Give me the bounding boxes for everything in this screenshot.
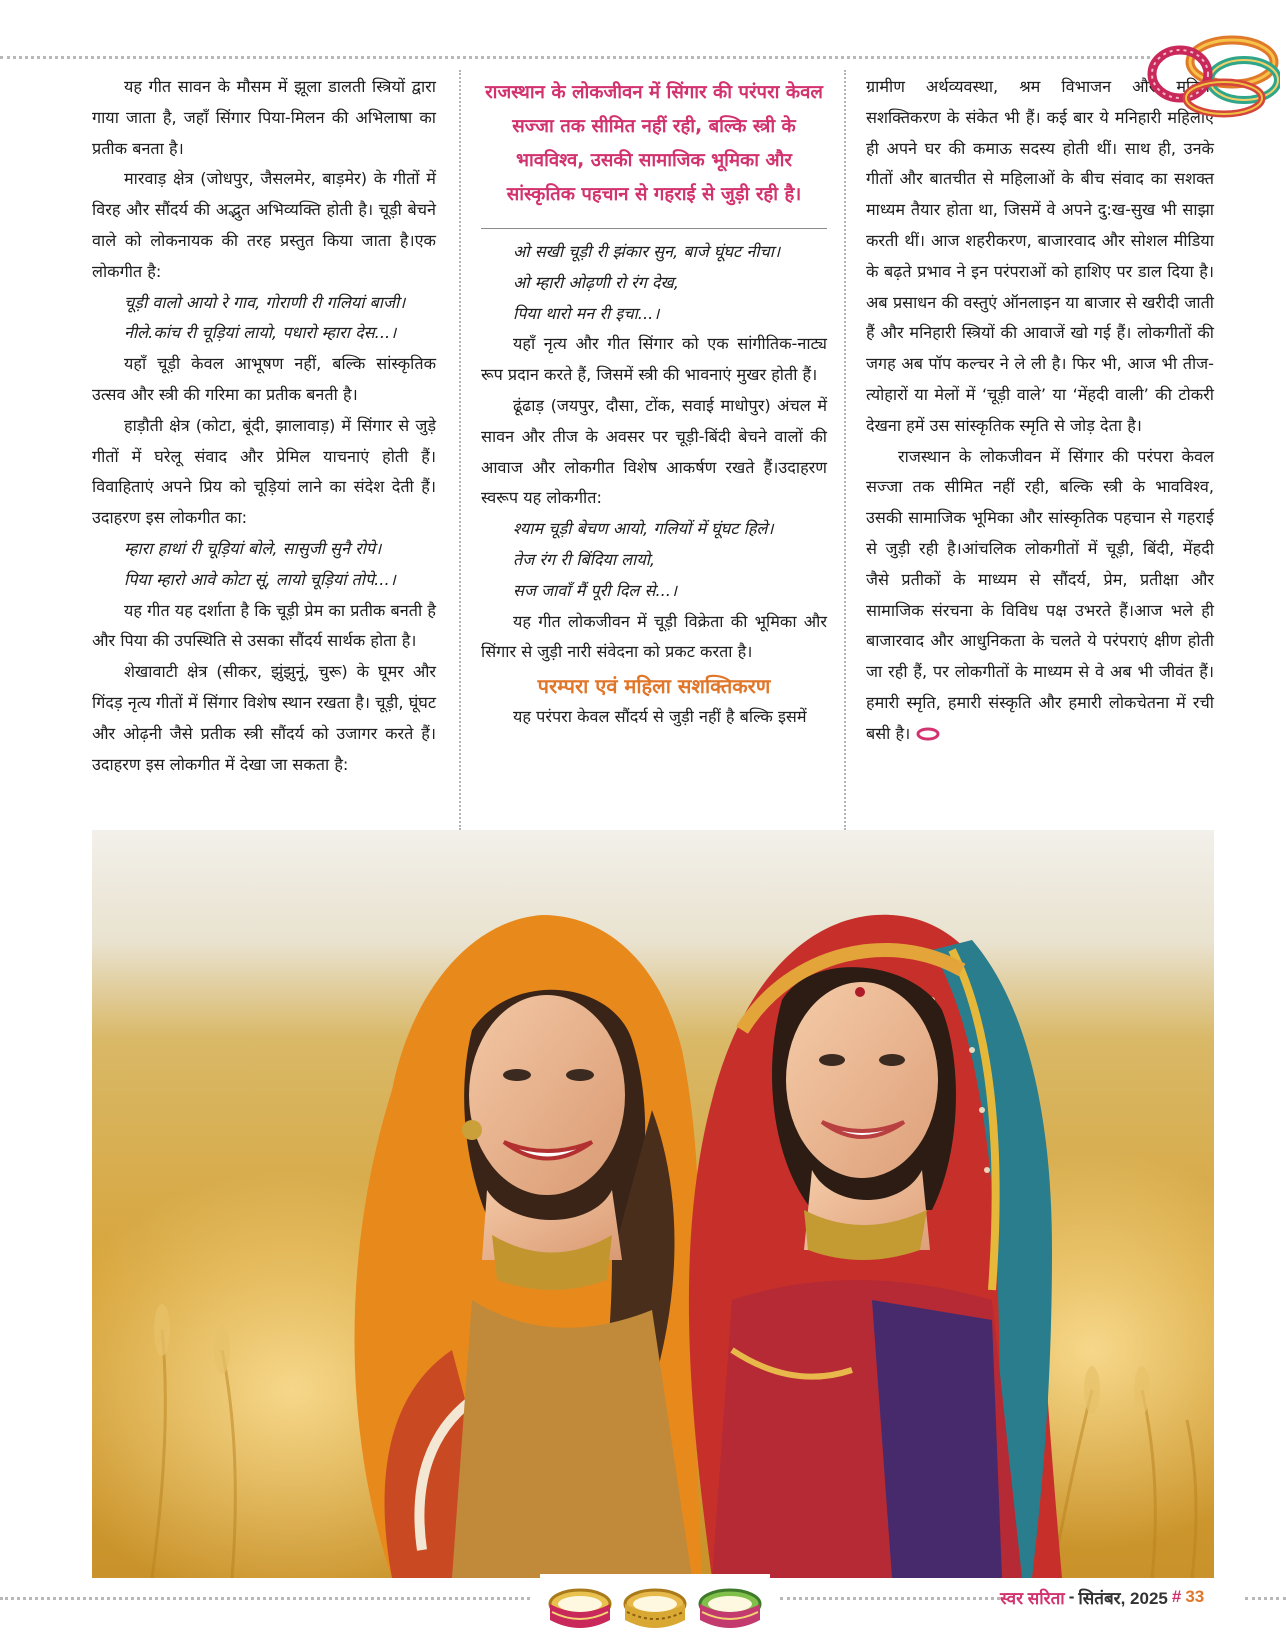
page-hash: # xyxy=(1171,1587,1182,1606)
paragraph: यहाँ चूड़ी केवल आभूषण नहीं, बल्कि सांस्कृतिक उत्सव और स्त्री की गरिमा का प्रतीक बनती है। xyxy=(92,354,436,404)
verse-line: ओ म्हारी ओढ़णी रो रंग देख, xyxy=(513,272,679,292)
bangle-end-mark-icon xyxy=(916,727,940,741)
verse-line: तेज रंग री बिंदिया लायो, xyxy=(513,549,656,569)
page-footer xyxy=(1000,1582,1245,1612)
paragraph: ढूंढाड़ (जयपुर, दौसा, टोंक, सवाई माधोपुर) अंचल में सावन और तीज के अवसर पर चूड़ी-बिंदी बेचने वालों की आवाज और लोकगीत विशेष आकर्षण रखते हैं।उदाहरण स्वरूप यह लोकगीत: xyxy=(481,395,827,508)
article-column-right xyxy=(866,72,1214,750)
middle-column-body xyxy=(481,237,827,668)
issue-date: सितंबर, 2025 xyxy=(1078,1588,1168,1608)
verse-line: पिया थारो मन री इचा...। xyxy=(513,303,660,323)
verse-line: सज जावाँ मैं पूरी दिल से...। xyxy=(513,580,678,600)
column-divider-2 xyxy=(844,70,846,830)
pull-quote: राजस्थान के लोकजीवन में सिंगार की परंपरा केवल सज्जा तक सीमित नहीं रही, बल्कि स्त्री के भावविश्व, उसकी सामाजिक भूमिका और सांस्कृतिक पहचान से गहराई से जुड़ी रही है। xyxy=(485,82,823,205)
paragraph: राजस्थान के लोकजीवन में सिंगार की परंपरा केवल सज्जा तक सीमित नहीं रही, बल्कि स्त्री के भावविश्व, उसकी सामाजिक भूमिका और सांस्कृतिक पहचान से गहराई से जुड़ी रही है।आंचलिक लोकगीतों में चूड़ी, बिंदी, मेंहदी जैसे प्रतीकों के माध्यम से सौंदर्य, प्रेम, प्रतीक्षा और सामाजिक संरचना के विविध पक्ष उभरते हैं।आज भले ही बाजारवाद और आधुनिकता के चलते ये परंपराएं क्षीण होती जा रही हैं, पर लोकगीतों के माध्यम से वे अब भी जीवंत हैं। हमारी स्मृति, हमारी संस्कृति और हमारी लोकचेतना में रची बसी है। xyxy=(866,446,1214,743)
article-column-left xyxy=(92,72,436,780)
footer-separator: - xyxy=(1068,1587,1075,1606)
bottom-dotted-rule-left xyxy=(0,1597,530,1600)
magazine-name: स्वर सरिता xyxy=(1000,1588,1065,1608)
paragraph: यह गीत यह दर्शाता है कि चूड़ी प्रेम का प्रतीक बनती है और पिया की उपस्थिति से उसका सौंदर्य सार्थक होता है। xyxy=(92,600,436,651)
paragraph: यह गीत सावन के मौसम में झूला डालती स्त्रियों द्वारा गाया जाता है, जहाँ सिंगार पिया-मिलन की अभिलाषा का प्रतीक बनता है। xyxy=(92,77,436,158)
section-subheading: परम्परा एवं महिला सशक्तिकरण xyxy=(537,674,771,699)
verse-line: नीले.कांच री चूड़ियां लायो, पधारो म्हारा देस...। xyxy=(124,323,397,343)
paragraph: मारवाड़ क्षेत्र (जोधपुर, जैसलमेर, बाड़मेर) के गीतों में विरह और सौंदर्य की अद्भुत अभिव्यक्ति होती है। चूड़ी बेचने वाले को लोकनायक की तरह प्रस्तुत किया जाता है।एक लोकगीत है: xyxy=(92,169,436,281)
photo-women-wheat-field xyxy=(92,830,1214,1578)
column-divider-1 xyxy=(459,70,461,830)
verse-line: चूड़ी वालो आयो रे गाव, गोराणी री गलियां बाजी। xyxy=(124,292,406,312)
page-number: 33 xyxy=(1185,1587,1205,1606)
paragraph: यह परंपरा केवल सौंदर्य से जुड़ी नहीं है बल्कि इसमें xyxy=(513,707,807,727)
verse-line: म्हारा हाथां री चूड़ियां बोले, सासुजी सुनै रोपे। xyxy=(124,538,382,558)
paragraph: हाड़ौती क्षेत्र (कोटा, बूंदी, झालावाड़) में सिंगार से जुड़े गीतों में घरेलू संवाद और प्रेमिल याचनाएं होती हैं। विवाहिताएं अपने प्रिय को चूड़ियां लाने का संदेश देती हैं।उदाहरण इस लोकगीत का: xyxy=(92,415,436,528)
paragraph: शेखावाटी क्षेत्र (सीकर, झुंझुनूं, चुरू) के घूमर और गिंदड़ नृत्य गीतों में सिंगार विशेष स्थान रखता है। चूड़ी, घूंघट और ओढ़नी जैसे प्रतीक स्त्री सौंदर्य को उजागर करते हैं।उदाहरण इस लोकगीत में देखा जा सकता है: xyxy=(92,662,436,774)
bottom-dotted-rule-right xyxy=(780,1597,1000,1600)
bangles-stack-icon xyxy=(1140,22,1280,122)
verse-line: श्याम चूड़ी बेचण आयो, गलियों में घूंघट हिले। xyxy=(513,519,774,539)
verse-line: पिया म्हारो आवे कोटा सूं, लायो चूड़ियां तोपे...। xyxy=(124,569,396,589)
pull-quote-rule xyxy=(481,228,827,229)
article-column-middle xyxy=(481,72,827,733)
paragraph: यहाँ नृत्य और गीत सिंगार को एक सांगीतिक-नाट्य रूप प्रदान करते हैं, जिसमें स्त्री की भावनाएं मुखर होती हैं। xyxy=(481,334,827,385)
top-dotted-rule xyxy=(0,56,1150,59)
three-bangles-icon xyxy=(540,1574,770,1646)
paragraph: ग्रामीण अर्थव्यवस्था, श्रम विभाजन और महिला सशक्तिकरण के संकेत भी हैं। कई बार ये मनिहारी महिलाएं ही अपने घर की कमाऊ सदस्य होती थीं। साथ ही, उनके गीतों और बातचीत से महिलाओं के बीच संवाद का सशक्त माध्यम तैयार होता था, जिसमें वे अपने दु:ख-सुख भी साझा करती थीं। आज शहरीकरण, बाजारवाद और सोशल मीडिया के बढ़ते प्रभाव ने इन परंपराओं को हाशिए पर डाल दिया है। अब प्रसाधन की वस्तुएं ऑनलाइन या बाजार से खरीदी जाती हैं और मनिहारी स्त्रियों की आवाजें खो गई हैं। लोकगीतों की जगह अब पॉप कल्चर ने ले ली है। फिर भी, आज भी तीज-त्योहारों या मेलों में ‘चूड़ी वाले’ या ‘मेंहदी वाली’ की टोकरी देखना हमें उस सांस्कृतिक स्मृति से जोड़ देता है। xyxy=(866,77,1214,435)
paragraph: यह गीत लोकजीवन में चूड़ी विक्रेता की भूमिका और सिंगार से जुड़ी नारी संवेदना को प्रकट करता है। xyxy=(481,611,827,662)
verse-line: ओ सखी चूड़ी री झंकार सुन, बाजे घूंघट नीचा। xyxy=(513,242,781,261)
bottom-dotted-rule-end xyxy=(1245,1597,1286,1600)
